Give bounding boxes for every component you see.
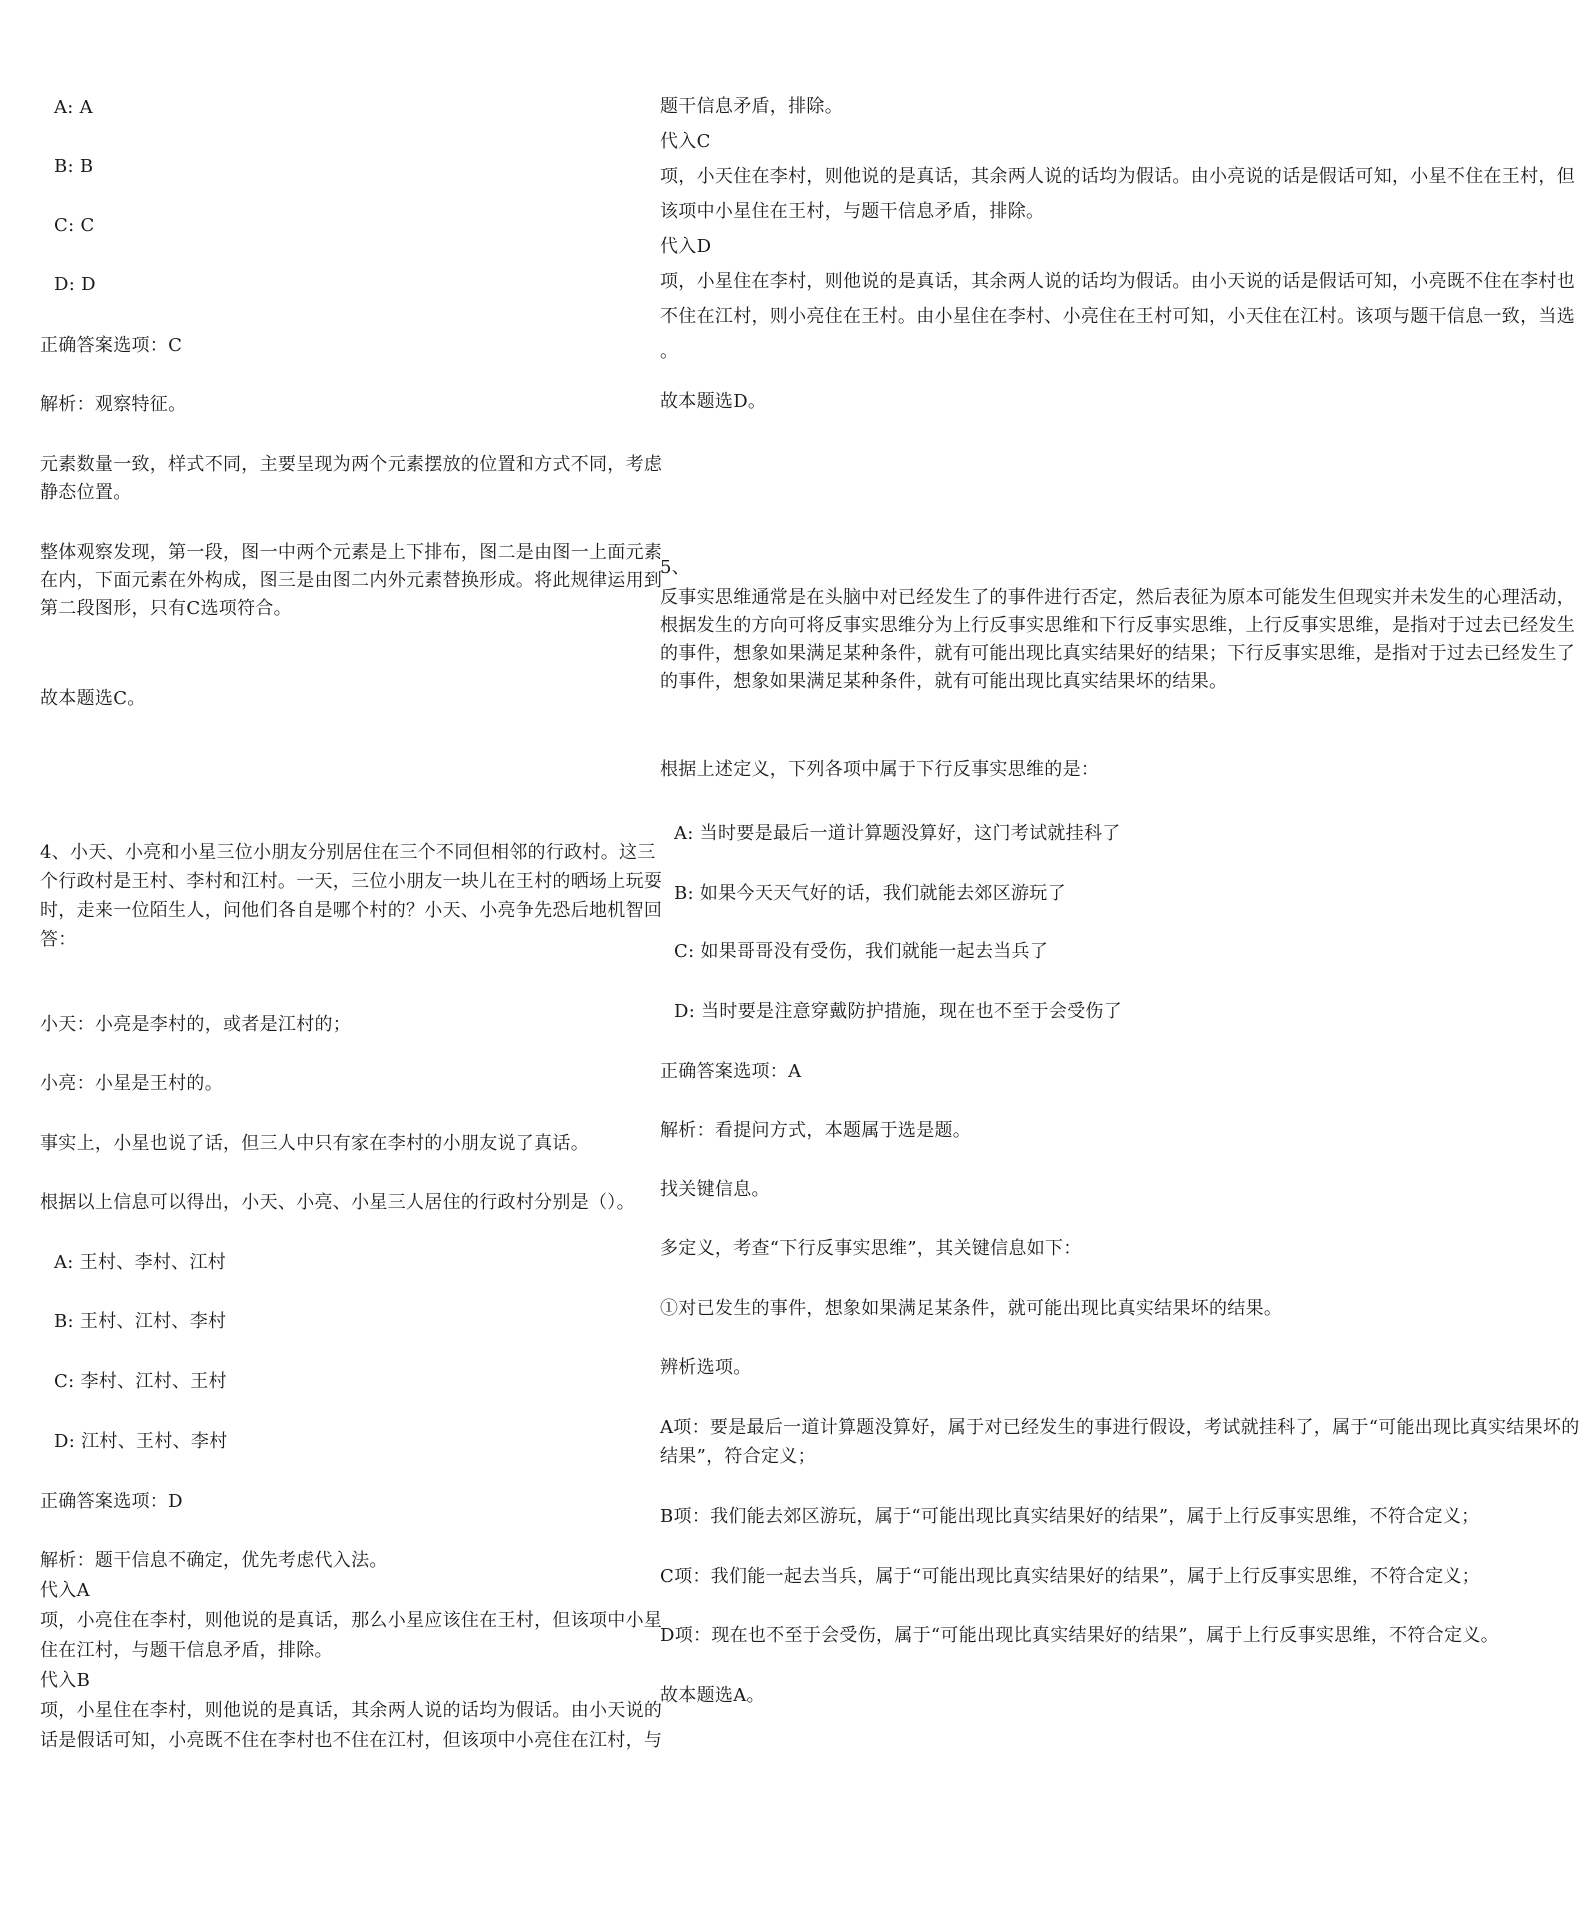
q3-option: B: B — [54, 156, 94, 177]
q5-option: A: 当时要是最后一道计算题没算好，这门考试就挂科了 — [674, 823, 1121, 844]
q4-option: A: 王村、李村、江村 — [54, 1252, 227, 1273]
q4-answer: 正确答案选项：D — [40, 1491, 183, 1512]
q4-analysis-line: 题干信息矛盾，排除。 — [660, 96, 843, 117]
q5-key-info: 找关键信息。 — [660, 1179, 770, 1200]
q4-analysis-line: 解析：题干信息不确定，优先考虑代入法。 — [40, 1550, 388, 1571]
q5-option-analysis: C项：我们能一起去当兵，属于“可能出现比真实结果好的结果”，属于上行反事实思维，不符合定义； — [660, 1566, 1480, 1587]
q5-discern: 辨析选项。 — [660, 1357, 752, 1378]
q3-paragraph-line: 在内，下面元素在外构成，图三是由图二内外元素替换形成。将此规律运用到 — [40, 570, 663, 591]
q5-option-analysis: 结果”，符合定义； — [660, 1446, 816, 1467]
q4-analysis-line: 代入C — [660, 131, 711, 152]
q3-option: D: D — [54, 274, 96, 295]
q4-option: D: 江村、王村、李村 — [54, 1431, 228, 1452]
q4-analysis-line: 。 — [660, 341, 679, 362]
q3-paragraph-line: 元素数量一致，样式不同，主要呈现为两个元素摆放的位置和方式不同，考虑 — [40, 454, 663, 475]
q4-analysis-line: 项，小亮住在李村，则他说的是真话，那么小星应该住在王村，但该项中小星 — [40, 1610, 663, 1631]
q5-option: D: 当时要是注意穿戴防护措施，现在也不至于会受伤了 — [674, 1001, 1123, 1022]
q4-analysis-line: 住在江村，与题干信息矛盾，排除。 — [40, 1640, 333, 1661]
q3-analysis: 解析：观察特征。 — [40, 394, 187, 415]
q4-analysis-line: 该项中小星住在王村，与题干信息矛盾，排除。 — [660, 201, 1045, 222]
q5-answer: 正确答案选项：A — [660, 1061, 802, 1082]
q5-stem-line: 反事实思维通常是在头脑中对已经发生了的事件进行否定，然后表征为原本可能发生但现实并未发生的心理活动， — [660, 587, 1575, 608]
q4-analysis-line: 代入A — [40, 1580, 90, 1601]
q4-option: B: 王村、江村、李村 — [54, 1311, 227, 1332]
q4-statement: 小天：小亮是李村的，或者是江村的； — [40, 1014, 352, 1035]
q3-paragraph-line: 整体观察发现，第一段，图一中两个元素是上下排布，图二是由图一上面元素 — [40, 542, 663, 563]
q5-option: B: 如果今天天气好的话，我们就能去郊区游玩了 — [674, 883, 1066, 904]
q4-conclusion: 故本题选D。 — [660, 391, 767, 412]
q4-analysis-line: 项，小天住在李村，则他说的是真话，其余两人说的话均为假话。由小亮说的话是假话可知，小星不住在王村，但 — [660, 166, 1575, 187]
q5-conclusion: 故本题选A。 — [660, 1685, 765, 1706]
q4-statement: 小亮：小星是王村的。 — [40, 1073, 223, 1094]
q5-key-point: ①对已发生的事件，想象如果满足某条件，就可能出现比真实结果坏的结果。 — [660, 1298, 1283, 1319]
q5-stem-line: 根据发生的方向可将反事实思维分为上行反事实思维和下行反事实思维，上行反事实思维，是指对于过去已经发生 — [660, 615, 1575, 636]
q5-analysis: 解析：看提问方式，本题属于选是题。 — [660, 1120, 972, 1141]
q4-analysis-line: 项，小星住在李村，则他说的是真话，其余两人说的话均为假话。由小天说的话是假话可知，小亮既不住在李村也 — [660, 271, 1575, 292]
q4-analysis-line: 不住在江村，则小亮住在王村。由小星住在李村、小亮住在王村可知，小天住在江村。该项与题干信息一致，当选 — [660, 306, 1575, 327]
q3-conclusion: 故本题选C。 — [40, 688, 146, 709]
q4-question: 根据以上信息可以得出，小天、小亮、小星三人居住的行政村分别是（）。 — [40, 1192, 635, 1213]
q5-option-analysis: D项：现在也不至于会受伤，属于“可能出现比真实结果好的结果”，属于上行反事实思维，不符合定义。 — [660, 1625, 1499, 1646]
q4-fact: 事实上，小星也说了话，但三人中只有家在李村的小朋友说了真话。 — [40, 1133, 589, 1154]
q3-paragraph-line: 第二段图形，只有C选项符合。 — [40, 598, 292, 619]
q4-analysis-line: 话是假话可知，小亮既不住在李村也不住在江村，但该项中小亮住在江村，与 — [40, 1730, 663, 1751]
q4-analysis-line: 代入B — [40, 1670, 91, 1691]
q4-analysis-line: 项，小星住在李村，则他说的是真话，其余两人说的话均为假话。由小天说的 — [40, 1700, 663, 1721]
q3-answer: 正确答案选项：C — [40, 335, 183, 356]
q5-stem-line: 的事件，想象如果满足某种条件，就有可能出现比真实结果好的结果；下行反事实思维，是指对于过去已经发生了 — [660, 643, 1575, 664]
q4-stem-line: 个行政村是王村、李村和江村。一天，三位小朋友一块儿在王村的晒场上玩耍 — [40, 871, 663, 892]
q4-option: C: 李村、江村、王村 — [54, 1371, 227, 1392]
q3-option: A: A — [54, 97, 93, 118]
q5-multi-definition: 多定义，考查“下行反事实思维”，其关键信息如下： — [660, 1238, 1082, 1259]
q5-option-analysis: B项：我们能去郊区游玩，属于“可能出现比真实结果好的结果”，属于上行反事实思维，不符合定义； — [660, 1506, 1480, 1527]
q4-stem-line: 答： — [40, 929, 77, 950]
q4-stem-line: 4、小天、小亮和小星三位小朋友分别居住在三个不同但相邻的行政村。这三 — [40, 842, 656, 863]
q3-paragraph-line: 静态位置。 — [40, 482, 132, 503]
q3-option: C: C — [54, 215, 95, 236]
q5-stem-line: 的事件，想象如果满足某种条件，就有可能出现比真实结果坏的结果。 — [660, 671, 1228, 692]
q4-analysis-line: 代入D — [660, 236, 712, 257]
q5-option-analysis: A项：要是最后一道计算题没算好，属于对已经发生的事进行假设，考试就挂科了，属于“可能出现比真实结果坏的 — [660, 1417, 1580, 1438]
q5-number: 5、 — [660, 557, 691, 578]
q5-option: C: 如果哥哥没有受伤，我们就能一起去当兵了 — [674, 941, 1049, 962]
q5-question: 根据上述定义，下列各项中属于下行反事实思维的是： — [660, 759, 1100, 780]
q4-stem-line: 时，走来一位陌生人，问他们各自是哪个村的？小天、小亮争先恐后地机智回 — [40, 900, 663, 921]
